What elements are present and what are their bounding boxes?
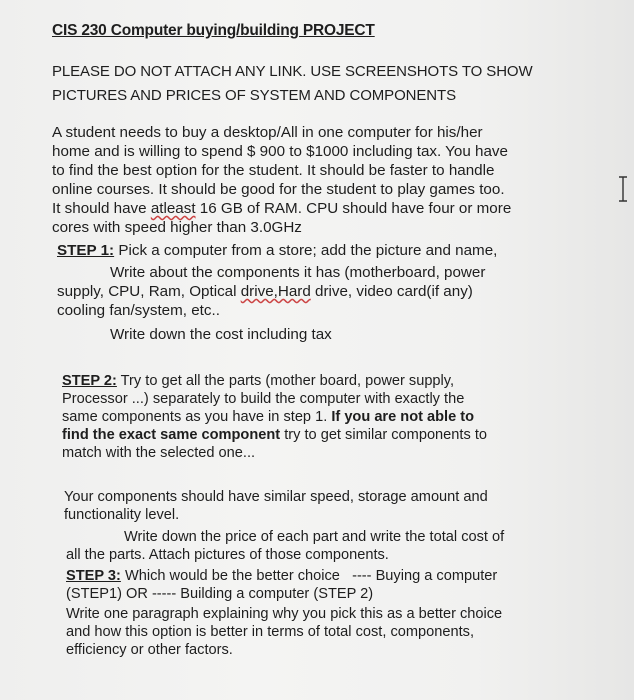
- step1-line: supply, CPU, Ram, Optical drive,Hard drive, video card(if any): [57, 283, 473, 300]
- step1-line: STEP 1: Pick a computer from a store; add the picture and name,: [57, 242, 498, 259]
- step3-line: (STEP1) OR ----- Building a computer (STEP 2): [66, 586, 374, 602]
- intro-line: A student needs to buy a desktop/All in one computer for his/her: [52, 124, 483, 141]
- step3-line: and how this option is better in terms of total cost, components,: [66, 624, 475, 640]
- intro-line: cores with speed higher than 3.0GHz: [52, 219, 302, 236]
- intro-line: online courses. It should be good for the student to play games too.: [52, 181, 505, 198]
- intro-line: to find the best option for the student. It should be faster to handle: [52, 162, 495, 179]
- step2-line: same components as you have in step 1. If you are not able to: [62, 409, 475, 425]
- text-cursor-icon: [618, 176, 628, 202]
- components-line: all the parts. Attach pictures of those components.: [66, 547, 389, 563]
- document-title: CIS 230 Computer buying/building PROJECT: [52, 22, 375, 39]
- step2-line: STEP 2: Try to get all the parts (mother board, power supply,: [62, 373, 455, 389]
- step1-line: Write down the cost including tax: [110, 326, 332, 343]
- step2-line: Processor ...) separately to build the computer with exactly the: [62, 391, 465, 407]
- misspelled-word: drive,Hard: [240, 283, 311, 300]
- step3-line: STEP 3: Which would be the better choice ---- Buying a computer: [66, 568, 498, 584]
- step2-line: match with the selected one...: [62, 445, 256, 461]
- components-line: functionality level.: [64, 507, 180, 523]
- notice-line-1: PLEASE DO NOT ATTACH ANY LINK. USE SCREENSHOTS TO SHOW: [52, 63, 533, 80]
- step3-label: STEP 3:: [66, 568, 121, 584]
- components-line: Your components should have similar speed, storage amount and: [64, 489, 488, 505]
- step1-line: cooling fan/system, etc..: [57, 302, 220, 319]
- step1-line: Write about the components it has (motherboard, power: [110, 264, 486, 281]
- notice-line-2: PICTURES AND PRICES OF SYSTEM AND COMPONENTS: [52, 87, 456, 104]
- intro-line: It should have atleast 16 GB of RAM. CPU should have four or more: [52, 200, 512, 217]
- step1-label: STEP 1:: [57, 242, 115, 259]
- step3-line: Write one paragraph explaining why you pick this as a better choice: [66, 606, 503, 622]
- misspelled-word: atleast: [150, 200, 196, 217]
- components-line: Write down the price of each part and write the total cost of: [124, 529, 505, 545]
- intro-line: home and is willing to spend $ 900 to $1000 including tax. You have: [52, 143, 508, 160]
- step2-label: STEP 2:: [62, 373, 117, 389]
- step2-line: find the exact same component try to get similar components to: [62, 427, 487, 443]
- step3-line: efficiency or other factors.: [66, 642, 233, 658]
